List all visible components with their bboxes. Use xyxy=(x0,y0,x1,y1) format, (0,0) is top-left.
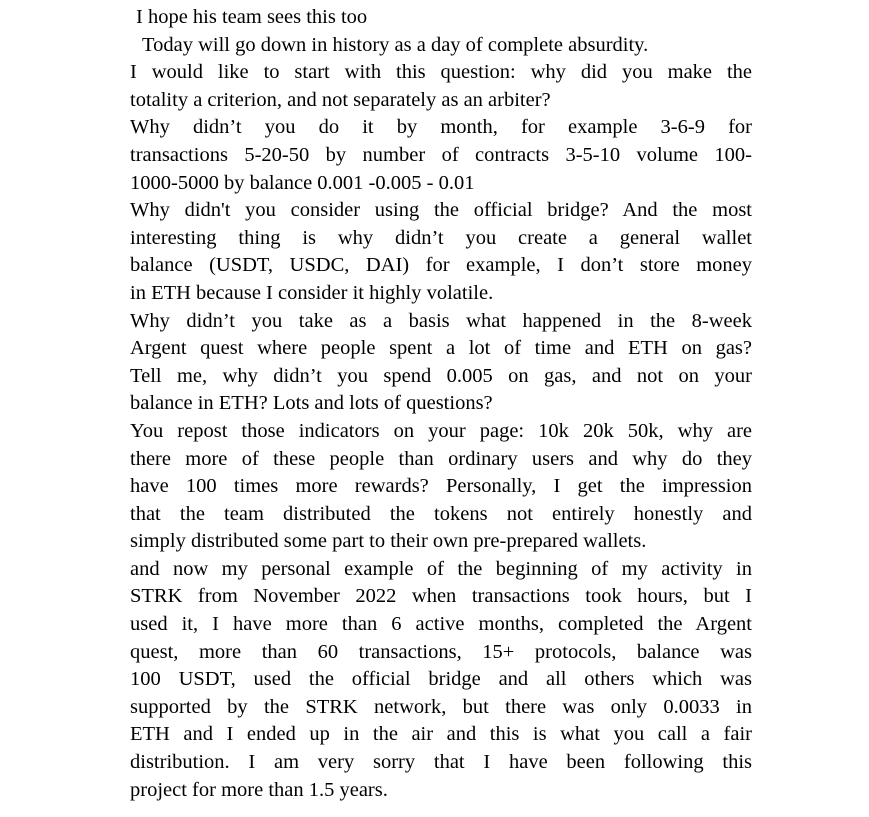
paragraph-p7 xyxy=(130,418,752,556)
text-line: ETH and I ended up in the air and this is what you call a fair xyxy=(130,723,752,746)
text-line: Today will go down in history as a day of complete absurdity. xyxy=(142,33,649,56)
text-line: 1000-5000 by balance 0.001 -0.005 - 0.01 xyxy=(130,171,475,194)
paragraph-p6 xyxy=(130,308,752,418)
text-line: Why didn’t you take as a basis what happened in the 8-week xyxy=(130,309,752,332)
paragraph-p3 xyxy=(130,59,752,114)
text-line: Why didn't you consider using the official bridge? And the most xyxy=(130,199,752,222)
text-line: distribution. I am very sorry that I have been following this xyxy=(130,751,752,774)
text-line: there more of these people than ordinary users and why do they xyxy=(130,447,752,470)
text-line: balance (USDT, USDC, DAI) for example, I don’t store money xyxy=(130,254,752,277)
text-line: transactions 5-20-50 by number of contracts 3-5-10 volume 100- xyxy=(130,143,752,166)
text-line: quest, more than 60 transactions, 15+ protocols, balance was xyxy=(130,640,752,663)
paragraph-p1 xyxy=(130,4,752,32)
text-line: I would like to start with this question: why did you make the xyxy=(130,61,752,84)
text-line: I hope his team sees this too xyxy=(136,6,368,28)
paragraph-p5 xyxy=(130,197,752,307)
text-line: supported by the STRK network, but there was only 0.0033 in xyxy=(130,695,752,718)
paragraph-p4 xyxy=(130,114,752,197)
text-line: 100 USDT, used the official bridge and all others which was xyxy=(130,668,752,691)
text-line: Tell me, why didn’t you spend 0.005 on gas, and not on your xyxy=(130,364,752,387)
text-line: You repost those indicators on your page: 10k 20k 50k, why are xyxy=(130,419,752,442)
text-line: simply distributed some part to their own pre-prepared wallets. xyxy=(130,530,647,553)
text-line: and now my personal example of the beginning of my activity in xyxy=(130,557,752,580)
paragraph-p8 xyxy=(130,556,752,804)
text-line: used it, I have more than 6 active months, completed the Argent xyxy=(130,613,752,636)
text-line: in ETH because I consider it highly volatile. xyxy=(130,281,494,304)
text-line: have 100 times more rewards? Personally, I get the impression xyxy=(130,475,752,498)
text-line: totality a criterion, and not separately as an arbiter? xyxy=(130,88,551,111)
text-line: project for more than 1.5 years. xyxy=(130,778,388,801)
text-line: Argent quest where people spent a lot of time and ETH on gas? xyxy=(130,337,752,360)
text-line: STRK from November 2022 when transactions took hours, but I xyxy=(130,585,752,608)
paragraph-p2 xyxy=(130,32,752,60)
document-body xyxy=(130,4,752,804)
text-line: Why didn’t you do it by month, for example 3-6-9 for xyxy=(130,116,752,139)
text-line: interesting thing is why didn’t you create a general wallet xyxy=(130,226,752,249)
text-line: balance in ETH? Lots and lots of questions? xyxy=(130,392,493,415)
text-line: that the team distributed the tokens not entirely honestly and xyxy=(130,502,752,525)
